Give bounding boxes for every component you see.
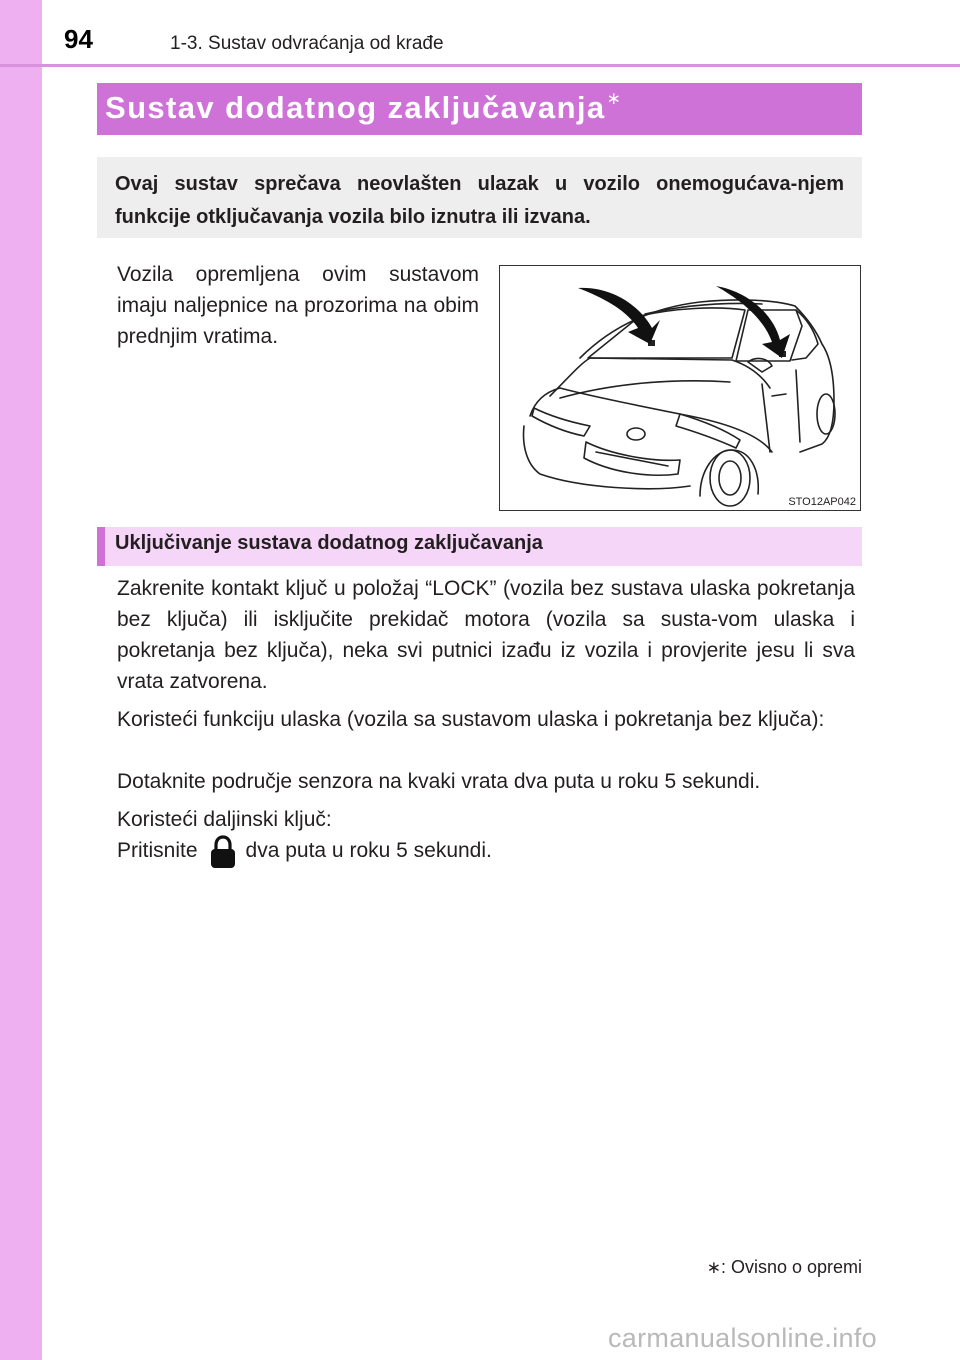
- header-rule: [0, 64, 960, 67]
- car-drawing: [500, 266, 861, 511]
- footnote-asterisk: ∗: [706, 1258, 721, 1277]
- instruction-paragraph-3-action: [117, 835, 855, 878]
- body-paragraph-1: Vozila opremljena ovim sustavom imaju naljepnice na prozorima na obim prednjim vratima.: [117, 263, 479, 348]
- instruction-paragraph-1: Zakrenite kontakt ključ u položaj “LOCK” (vozila bez sustava ulaska pokretanja bez ključa) ili isključite prekidač motora (vozila sa susta-vom ulaska i pokretanja bez ključa), neka svi putnici izađu iz vozila i provjerite jesu li sva vrata zatvorena.: [117, 577, 855, 693]
- press-count-text: dva puta u roku 5 sekundi.: [245, 839, 492, 862]
- title-asterisk: ∗: [606, 89, 621, 108]
- watermark: carmanualsonline.info: [608, 1323, 877, 1353]
- page-number: 94: [64, 24, 93, 54]
- subsection-heading: [97, 527, 862, 566]
- pointer-arrow-icon: [578, 286, 790, 358]
- running-head: 1-3. Sustav odvraćanja od krađe: [170, 33, 444, 54]
- intro-box: [97, 157, 862, 238]
- footnote-text: : Ovisno o opremi: [720, 1257, 862, 1277]
- figure-code: STO12AP042: [788, 496, 856, 508]
- footnote: [707, 1257, 862, 1278]
- instruction-paragraph-2-condition: Koristeći funkciju ulaska (vozila sa sustavom ulaska i pokretanja bez ključa):: [117, 708, 825, 731]
- side-band: [0, 0, 42, 1360]
- instruction-paragraph-2-action: Dotaknite područje senzora na kvaki vrata dva puta u roku 5 sekundi.: [117, 770, 761, 793]
- car-illustration: [499, 265, 861, 511]
- intro-text: Ovaj sustav sprečava neovlašten ulazak u vozilo onemogućava-njem funkcije otključavanja vozila bilo iznutra ili izvana.: [115, 173, 844, 228]
- subsection-heading-text: Uključivanje sustava dodatnog zaključavanja: [115, 532, 543, 554]
- lock-icon: [208, 835, 238, 878]
- section-title-bar: [97, 83, 862, 135]
- section-title: Sustav dodatnog zaključavanja: [105, 90, 606, 125]
- instruction-paragraph-3-condition: Koristeći daljinski ključ:: [117, 808, 332, 831]
- press-text: Pritisnite: [117, 839, 198, 862]
